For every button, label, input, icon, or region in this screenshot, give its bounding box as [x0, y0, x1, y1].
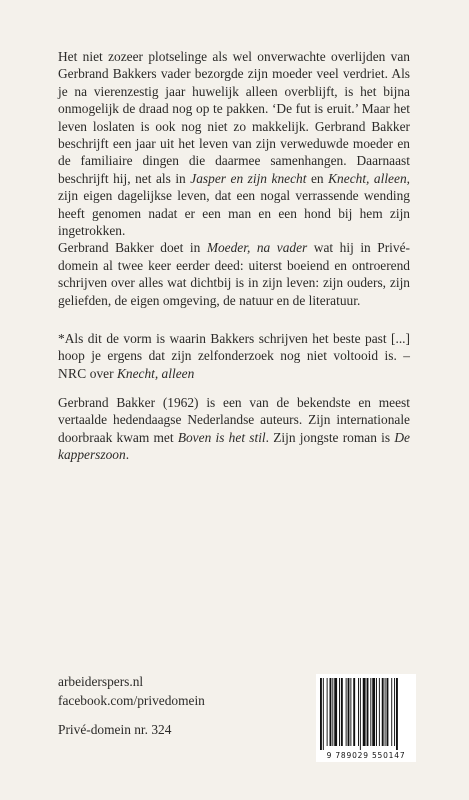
isbn-number: 9 789029 550147 — [326, 751, 406, 760]
publisher-info — [58, 672, 205, 739]
barcode-bar — [358, 678, 359, 746]
barcode-bar — [379, 678, 380, 746]
isbn-barcode — [316, 674, 416, 762]
barcode-bar — [360, 678, 361, 750]
author-bio — [58, 394, 410, 464]
barcode-bar — [370, 678, 371, 746]
barcode-bar — [341, 678, 343, 746]
facebook-link: facebook.com/privedomein — [58, 693, 205, 708]
author-bio-text: Gerbrand Bakker (1962) is een van de bekendste en meest vertaalde hedendaagse Nederlandse auteurs. Zijn internationale doorbraak kwam met Boven is het stil. Zijn jongste roman is De kapperszoon. — [58, 395, 410, 463]
blurb-paragraph-2: Gerbrand Bakker doet in Moeder, na vader wat hij in Privé-domein al twee keer eerder deed: uiterst boeiend en ontroerend schrijven over alles wat dichtbij is in zijn leven: zijn ouders, zijn geliefden, de eigen omgeving, de natuur en de literatuur. — [58, 240, 410, 308]
barcode-bar — [327, 678, 328, 746]
barcode-bar — [320, 678, 322, 750]
review-quote — [58, 330, 410, 382]
barcode-bar — [372, 678, 375, 746]
barcode-bar — [334, 678, 337, 746]
review-quote-text: *Als dit de vorm is waarin Bakkers schrijven het beste past [...] hoop je ergens dat zijn zelfonderzoek nog niet voltooid is. – NRC over Knecht, alleen — [58, 331, 410, 381]
barcode-bar — [367, 678, 369, 746]
blurb-text — [58, 48, 410, 309]
barcode-bar — [332, 678, 333, 746]
barcode-bar — [376, 678, 377, 746]
series-number: Privé-domein nr. 324 — [58, 722, 172, 737]
barcode-bar — [391, 678, 392, 746]
barcode-bar — [350, 678, 351, 746]
publisher-website: arbeiderspers.nl — [58, 674, 144, 689]
barcode-bar — [385, 678, 386, 746]
blurb-paragraph-1: Het niet zozeer plotselinge als wel onverwachte overlijden van Gerbrand Bakkers vader bezorgde zijn moeder veel verdriet. Als je na vierenzestig jaar huwelijk alleen overblijft, is het bijna onmogelijk de draad nog op te pakken. ‘De fut is eruit.’ Maar het leven loslaten is ook nog niet zo makkelijk. Gerbrand Bakker beschrijft een jaar uit het leven van zijn verweduwde moeder en de familiaire dingen die daarmee samenhangen. Daarnaast beschrijft hij, net als in Jasper en zijn knecht en Knecht, alleen, zijn eigen dagelijkse leven, dat een nogal verrassende wending heeft genomen nadat er een man en een hond bij hem zijn ingetrokken. — [58, 49, 410, 239]
barcode-bar — [323, 678, 324, 750]
barcode-bar — [346, 678, 347, 746]
barcode-bar — [396, 678, 398, 750]
barcode-bars — [316, 674, 416, 752]
barcode-bar — [339, 678, 340, 746]
barcode-bar — [382, 678, 384, 746]
barcode-bar — [348, 678, 350, 746]
barcode-bar — [394, 678, 395, 746]
barcode-bar — [330, 678, 332, 746]
barcode-bar — [363, 678, 366, 746]
barcode-bar — [353, 678, 355, 746]
barcode-bar — [387, 678, 389, 746]
